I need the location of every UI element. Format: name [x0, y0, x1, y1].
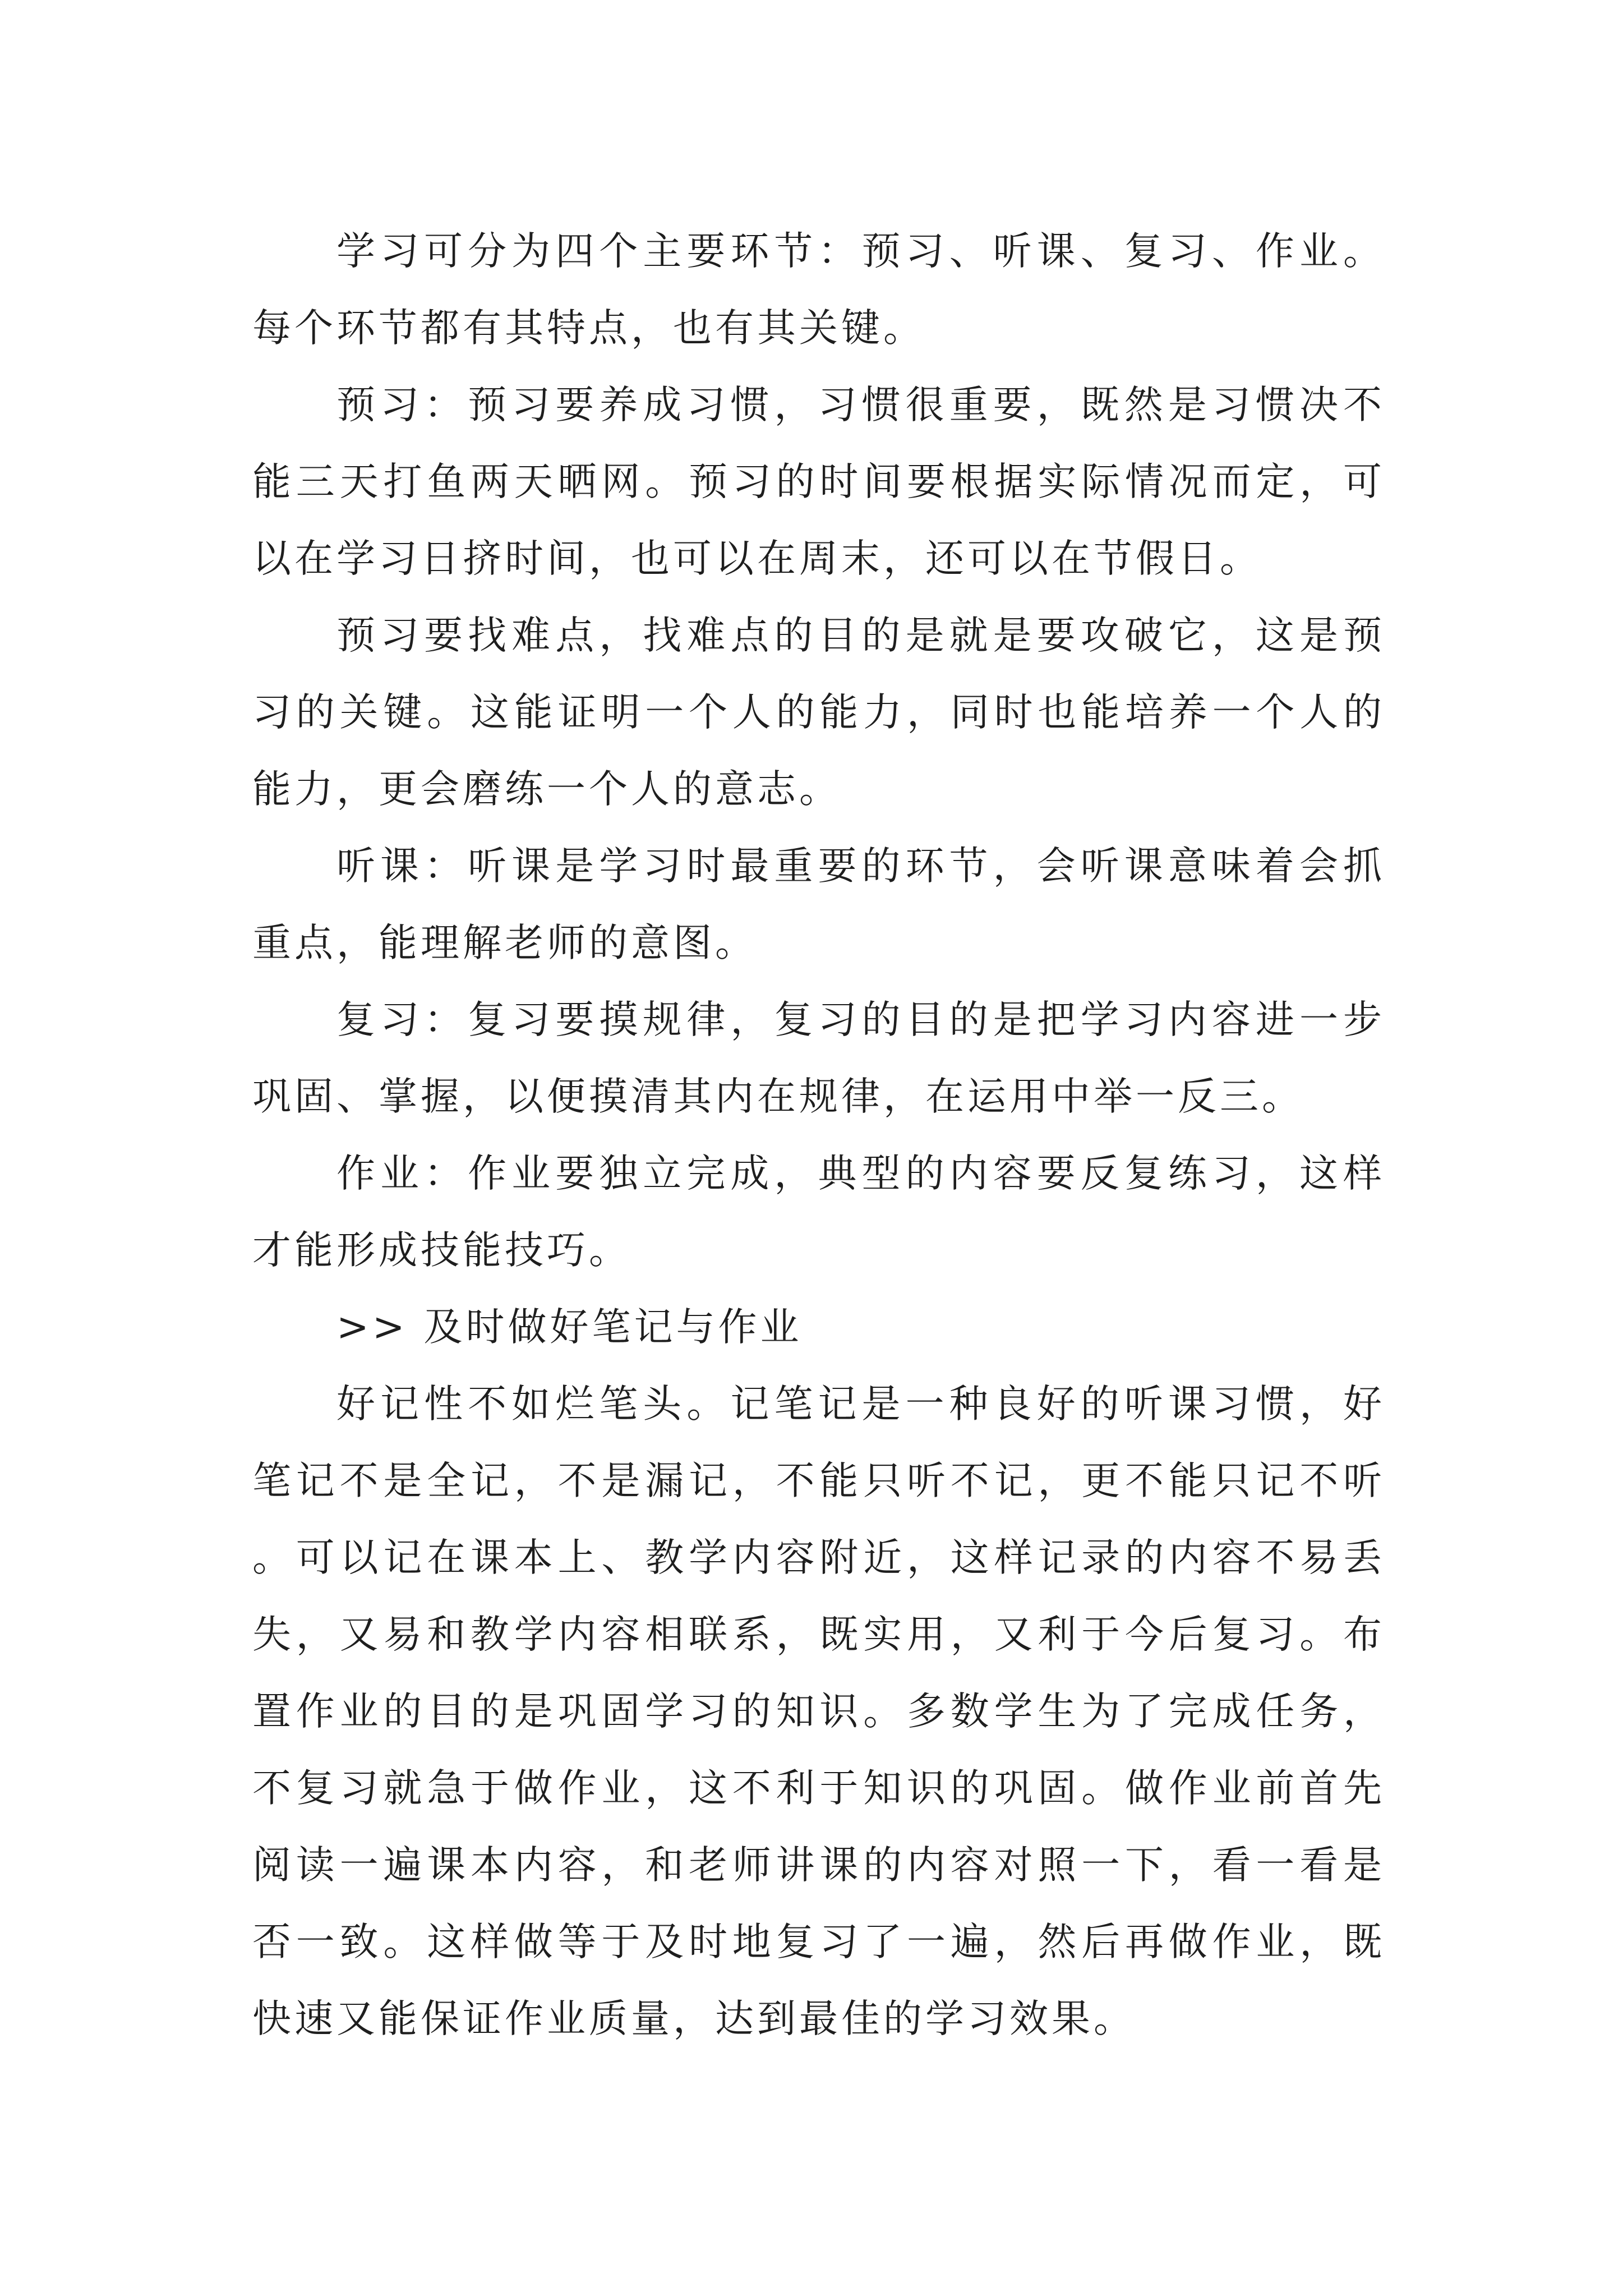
paragraph-intro: 学习可分为四个主要环节：预习、听课、复习、作业。每个环节都有其特点，也有其关键。 [252, 229, 1385, 351]
paragraph-review: 复习：复习要摸规律，复习的目的是把学习内容进一步巩固、掌握，以便摸清其内在规律，在运用中举一反三。 [252, 997, 1385, 1119]
section-heading-notes: >> 及时做好笔记与作业 [336, 1305, 803, 1350]
paragraph-notes: 好记性不如烂笔头。记笔记是一种良好的听课习惯，好笔记不是全记，不是漏记，不能只听不记，更不能只记不听。可以记在课本上、教学内容附近，这样记录的内容不易丢失，又易和教学内容相联系，既实用，又利于今后复习。布置作业的目的是巩固学习的知识。多数学生为了完成任务，不复习就急于做作业，这不利于知识的巩固。做作业前首先阅读一遍课本内容，和老师讲课的内容对照一下，看一看是否一致。这样做等于及时地复习了一遍，然后再做作业，既快速又能保证作业质量，达到最佳的学习效果。 [252, 1382, 1385, 2041]
paragraph-preview: 预习：预习要养成习惯，习惯很重要，既然是习惯决不能三天打鱼两天晒网。预习的时间要根据实际情况而定，可以在学习日挤时间，也可以在周末，还可以在节假日。 [252, 383, 1385, 581]
paragraph-listening: 听课：听课是学习时最重要的环节，会听课意味着会抓重点，能理解老师的意图。 [252, 844, 1385, 965]
document-body [252, 213, 1385, 2058]
paragraph-homework: 作业：作业要独立完成，典型的内容要反复练习，这样才能形成技能技巧。 [252, 1151, 1385, 1273]
paragraph-difficulties: 预习要找难点，找难点的目的是就是要攻破它，这是预习的关键。这能证明一个人的能力，同时也能培养一个人的能力，更会磨练一个人的意志。 [252, 613, 1385, 812]
